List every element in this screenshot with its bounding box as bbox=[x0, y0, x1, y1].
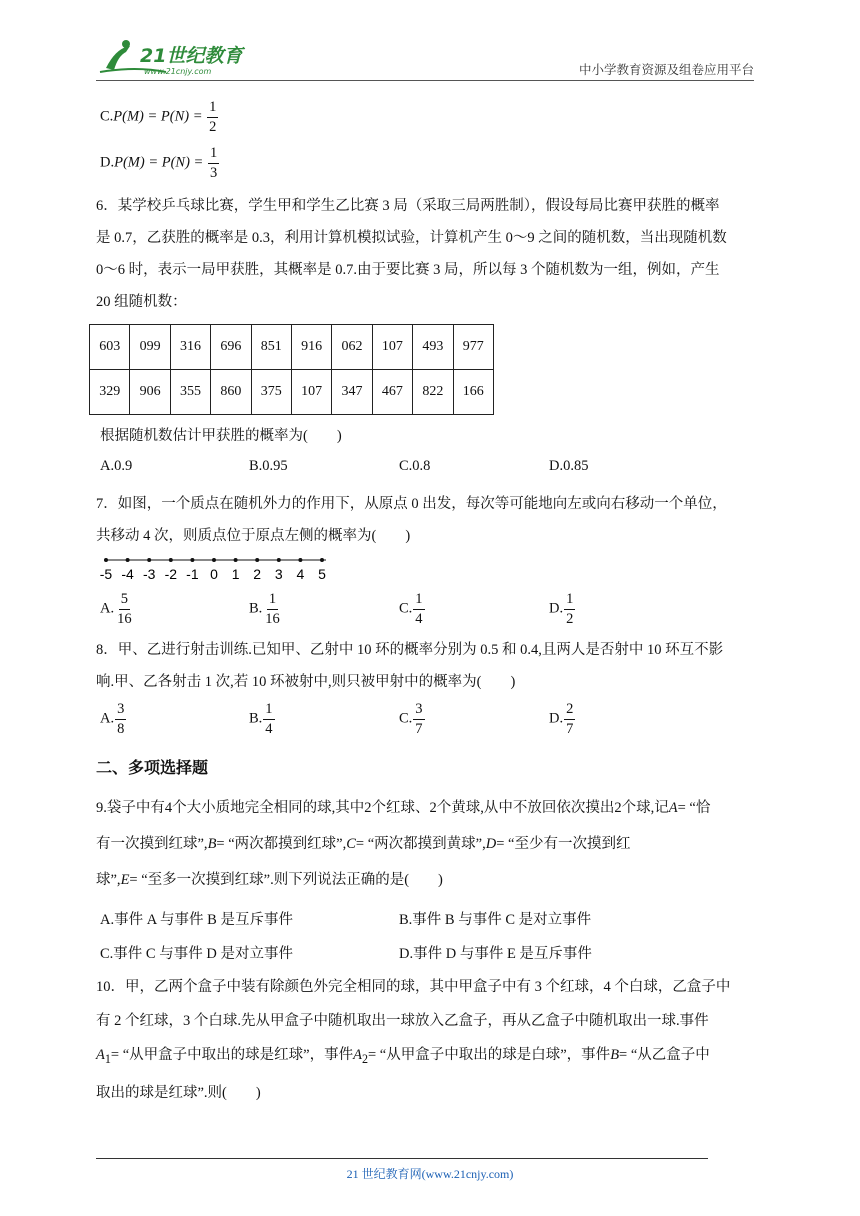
q6-stem: 6．某学校乒乓球比赛，学生甲和学生乙比赛 3 局（采取三局两胜制），假设每局比赛甲获胜的概率 是 0.7，乙获胜的概率是 0.3，利用计算机模拟试验，计算机产生 0～9 之间的随机数，当出现随机数 0～6 时，表示一局甲获胜，其概率是 0.7.由于要比赛 3 局，所以每 3 个随机数为一组，例如，产生 20 组随机数： bbox=[96, 198, 727, 310]
q7-option-c: C. $\frac{1}{4}$ bbox=[399, 591, 423, 627]
option-expr: P(M) = P(N) = bbox=[114, 154, 204, 171]
option-expr: P(M) = P(N) = bbox=[113, 108, 203, 125]
table-cell: 603 bbox=[90, 325, 130, 370]
q9-option-c: C.事件 C 与事件 D 是对立事件 bbox=[100, 946, 293, 962]
number-line-point bbox=[234, 558, 238, 562]
q9-option-a: A.事件 A 与事件 B 是互斥事件 bbox=[100, 912, 293, 928]
table-cell: 316 bbox=[170, 325, 210, 370]
number-line-label: -3 bbox=[142, 566, 156, 582]
number-line-point bbox=[104, 558, 108, 562]
q6-option-a: A.0.9 bbox=[100, 458, 133, 474]
table-cell: 062 bbox=[332, 325, 372, 370]
q6-question: 根据随机数估计甲获胜的概率为( ) bbox=[100, 428, 342, 444]
option-label: D. bbox=[100, 154, 115, 171]
number-line-point bbox=[298, 558, 302, 562]
q7-option-a: A. $\frac{5}{16}$ bbox=[100, 591, 132, 627]
table-cell: 696 bbox=[211, 325, 251, 370]
table-cell: 822 bbox=[413, 370, 453, 415]
table-cell: 099 bbox=[130, 325, 170, 370]
number-line-point bbox=[212, 558, 216, 562]
option-label: C. bbox=[100, 108, 114, 125]
q9-option-b: B.事件 B 与事件 C 是对立事件 bbox=[399, 912, 592, 928]
q8-option-a: A. $\frac{3}{8}$ bbox=[100, 701, 125, 737]
table-cell: 916 bbox=[291, 325, 331, 370]
q8-stem: 8．甲、乙进行射击训练.已知甲、乙射中 10 环的概率分别为 0.5 和 0.4,且两人是否射中 10 环互不影 响.甲、乙各射击 1 次,若 10 环被射中,则只被甲射中的概率为( ) bbox=[96, 642, 724, 690]
logo-text: 21世纪教育 bbox=[140, 45, 243, 67]
number-line-label: -2 bbox=[164, 566, 178, 582]
fraction: $\frac{1}{2}$ bbox=[209, 99, 217, 135]
table-cell: 906 bbox=[130, 370, 170, 415]
number-line-point bbox=[190, 558, 194, 562]
number-line-label: 1 bbox=[231, 566, 240, 582]
table-row bbox=[90, 325, 494, 370]
table-cell: 977 bbox=[453, 325, 493, 370]
fraction: $\frac{1}{3}$ bbox=[209, 145, 218, 181]
number-line-label: 3 bbox=[274, 566, 283, 582]
q8-option-b: B. $\frac{1}{4}$ bbox=[249, 701, 273, 737]
table-cell: 375 bbox=[251, 370, 291, 415]
logo-url: www.21cnjy.com bbox=[144, 67, 212, 76]
number-line-point bbox=[255, 558, 259, 562]
q9-stem: 9.袋子中有4个大小质地完全相同的球,其中2个红球、2个黄球,从中不放回依次摸出2个球,记A= “恰 有一次摸到红球”,B= “两次都摸到红球”,C= “两次都摸到黄球”,D= “至少有一次摸到红 球”,E= “至多一次摸到红球”.则下列说法正确的是( ) bbox=[96, 800, 711, 888]
table-cell: 107 bbox=[372, 325, 412, 370]
site-logo bbox=[96, 38, 266, 78]
table-cell: 355 bbox=[170, 370, 210, 415]
number-line-label: -1 bbox=[186, 566, 199, 582]
footer-divider bbox=[96, 1158, 708, 1159]
random-number-table bbox=[89, 324, 494, 415]
header-platform-text: 中小学教育资源及组卷应用平台 bbox=[578, 63, 754, 77]
number-line-point bbox=[277, 558, 281, 562]
q9-option-d: D.事件 D 与事件 E 是互斥事件 bbox=[399, 946, 592, 962]
q8-option-c: C. $\frac{3}{7}$ bbox=[399, 701, 423, 737]
q5-option-c bbox=[100, 100, 219, 134]
header-divider bbox=[96, 80, 754, 81]
number-line-label: 2 bbox=[253, 566, 262, 582]
table-cell: 347 bbox=[332, 370, 372, 415]
number-line-point bbox=[126, 558, 130, 562]
q7-option-b: B. $\frac{1}{16}$ bbox=[249, 591, 280, 627]
q7-option-d: D. $\frac{1}{2}$ bbox=[549, 591, 574, 627]
table-row bbox=[90, 370, 494, 415]
table-cell: 860 bbox=[211, 370, 251, 415]
number-line-point bbox=[320, 558, 324, 562]
number-line-label: 0 bbox=[210, 566, 218, 582]
number-line-label: -4 bbox=[121, 566, 134, 582]
table-cell: 107 bbox=[291, 370, 331, 415]
table-cell: 329 bbox=[90, 370, 130, 415]
number-line-point bbox=[147, 558, 151, 562]
q6-option-d: D.0.85 bbox=[549, 458, 589, 474]
table-cell: 851 bbox=[251, 325, 291, 370]
q6-option-c: C.0.8 bbox=[399, 458, 431, 474]
footer-link[interactable]: 21 世纪教育网(www.21cnjy.com) bbox=[346, 1167, 514, 1181]
number-line-label: 5 bbox=[318, 566, 326, 582]
number-line-label: -5 bbox=[99, 566, 113, 582]
table-cell: 166 bbox=[453, 370, 493, 415]
number-line-point bbox=[169, 558, 173, 562]
q10-stem: 10．甲，乙两个盒子中装有除颜色外完全相同的球，其中甲盒子中有 3 个红球，4 个白球，乙盒子中 有 2 个红球，3 个白球.先从甲盒子中随机取出一球放入乙盒子，再从乙盒子中随机取出一球.事件 $A_1=$ “从甲盒子中取出的球是红球”，事件$A_2=$ “从甲盒子中取出的球是白球”，事件B= “从乙盒子中 取出的球是红球”.则( ) bbox=[96, 979, 731, 1101]
table-cell: 493 bbox=[413, 325, 453, 370]
number-line-label: 4 bbox=[296, 566, 305, 582]
q6-option-b: B.0.95 bbox=[249, 458, 288, 474]
number-line bbox=[96, 552, 336, 586]
q5-option-d bbox=[100, 146, 220, 180]
table-cell: 467 bbox=[372, 370, 412, 415]
section-title: 二、多项选择题 bbox=[96, 758, 209, 777]
q8-option-d: D. $\frac{2}{7}$ bbox=[549, 701, 574, 737]
q7-stem: 7．如图，一个质点在随机外力的作用下，从原点 0 出发，每次等可能地向左或向右移动一个单位， 共移动 4 次，则质点位于原点左侧的概率为( ) bbox=[96, 496, 727, 544]
